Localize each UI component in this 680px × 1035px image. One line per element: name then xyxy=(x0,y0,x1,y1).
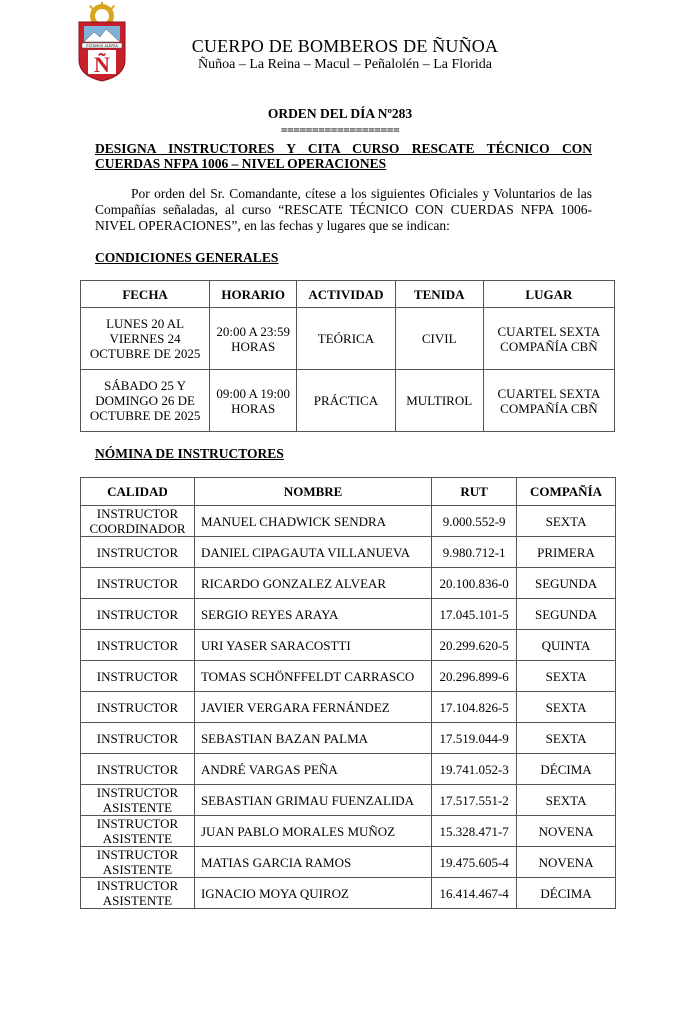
column-header: ACTIVIDAD xyxy=(297,281,395,308)
company-cell: NOVENA xyxy=(517,847,616,878)
role-cell: INSTRUCTOR COORDINADOR xyxy=(81,506,195,537)
company-cell: DÉCIMA xyxy=(517,754,616,785)
name-cell: URI YASER SARACOSTTI xyxy=(194,630,431,661)
table-row xyxy=(81,785,616,816)
location-cell: CUARTEL SEXTA COMPAÑÍA CBÑ xyxy=(483,370,614,432)
conditions-heading: CONDICIONES GENERALES xyxy=(95,250,279,265)
date-cell: SÁBADO 25 Y DOMINGO 26 DE OCTUBRE DE 2025 xyxy=(81,370,210,432)
name-cell: ANDRÉ VARGAS PEÑA xyxy=(194,754,431,785)
name-cell: RICARDO GONZALEZ ALVEAR xyxy=(194,568,431,599)
table-row xyxy=(81,661,616,692)
table-row xyxy=(81,878,616,909)
company-cell: NOVENA xyxy=(517,816,616,847)
rut-cell: 19.475.605-4 xyxy=(432,847,517,878)
company-cell: SEGUNDA xyxy=(517,599,616,630)
role-cell: INSTRUCTOR xyxy=(81,537,195,568)
role-cell: INSTRUCTOR ASISTENTE xyxy=(81,785,195,816)
table-row xyxy=(81,630,616,661)
activity-cell: PRÁCTICA xyxy=(297,370,395,432)
name-cell: SEBASTIAN GRIMAU FUENZALIDA xyxy=(194,785,431,816)
name-cell: SERGIO REYES ARAYA xyxy=(194,599,431,630)
activity-cell: TEÓRICA xyxy=(297,308,395,370)
role-cell: INSTRUCTOR ASISTENTE xyxy=(81,878,195,909)
rut-cell: 17.519.044-9 xyxy=(432,723,517,754)
role-cell: INSTRUCTOR xyxy=(81,630,195,661)
rut-cell: 19.741.052-3 xyxy=(432,754,517,785)
order-subject: DESIGNA INSTRUCTORES Y CITA CURSO RESCATE TÉCNICO CON CUERDAS NFPA 1006 – NIVEL OPERACIONES xyxy=(95,141,592,171)
name-cell: IGNACIO MOYA QUIROZ xyxy=(194,878,431,909)
column-header: FECHA xyxy=(81,281,210,308)
rut-cell: 20.299.620-5 xyxy=(432,630,517,661)
fire-department-logo xyxy=(76,2,128,82)
instructors-header-row xyxy=(81,478,616,506)
company-cell: SEXTA xyxy=(517,785,616,816)
company-cell: DÉCIMA xyxy=(517,878,616,909)
name-cell: JAVIER VERGARA FERNÁNDEZ xyxy=(194,692,431,723)
rut-cell: 9.980.712-1 xyxy=(432,537,517,568)
table-row xyxy=(81,816,616,847)
rut-cell: 9.000.552-9 xyxy=(432,506,517,537)
column-header: NOMBRE xyxy=(194,478,431,506)
name-cell: DANIEL CIPAGAUTA VILLANUEVA xyxy=(194,537,431,568)
attire-cell: CIVIL xyxy=(395,308,483,370)
column-header: RUT xyxy=(432,478,517,506)
role-cell: INSTRUCTOR xyxy=(81,568,195,599)
table-row xyxy=(81,692,616,723)
role-cell: INSTRUCTOR xyxy=(81,723,195,754)
column-header: TENIDA xyxy=(395,281,483,308)
table-row xyxy=(81,506,616,537)
name-cell: MATIAS GARCIA RAMOS xyxy=(194,847,431,878)
name-cell: JUAN PABLO MORALES MUÑOZ xyxy=(194,816,431,847)
table-row xyxy=(81,370,615,432)
table-row xyxy=(81,599,616,630)
logo-emblem xyxy=(95,9,109,23)
rut-cell: 20.100.836-0 xyxy=(432,568,517,599)
column-header: COMPAÑÍA xyxy=(517,478,616,506)
rut-cell: 20.296.899-6 xyxy=(432,661,517,692)
table-row xyxy=(81,568,616,599)
instructors-heading: NÓMINA DE INSTRUCTORES xyxy=(95,446,284,461)
role-cell: INSTRUCTOR xyxy=(81,599,195,630)
role-cell: INSTRUCTOR xyxy=(81,754,195,785)
location-cell: CUARTEL SEXTA COMPAÑÍA CBÑ xyxy=(483,308,614,370)
rut-cell: 17.045.101-5 xyxy=(432,599,517,630)
intro-text: Por orden del Sr. Comandante, cítese a los siguientes Oficiales y Voluntarios de las Compañías señaladas, al curso “RESCATE TÉCNICO CON CUERDAS NFPA 1006-NIVEL OPERACIONES”, en las fechas y lugares que se indican: xyxy=(95,186,592,233)
date-cell: LUNES 20 AL VIERNES 24 OCTUBRE DE 2025 xyxy=(81,308,210,370)
name-cell: MANUEL CHADWICK SENDRA xyxy=(194,506,431,537)
company-cell: SEXTA xyxy=(517,661,616,692)
company-cell: QUINTA xyxy=(517,630,616,661)
intro-paragraph xyxy=(95,186,592,234)
column-header: LUGAR xyxy=(483,281,614,308)
table-row xyxy=(81,537,616,568)
table-row xyxy=(81,847,616,878)
column-header: CALIDAD xyxy=(81,478,195,506)
rut-cell: 15.328.471-7 xyxy=(432,816,517,847)
table-row xyxy=(81,723,616,754)
role-cell: INSTRUCTOR ASISTENTE xyxy=(81,847,195,878)
time-cell: 09:00 A 19:00 HORAS xyxy=(210,370,297,432)
logo-letter: Ñ xyxy=(94,52,110,77)
instructors-table xyxy=(80,477,616,909)
organization-subtitle: Ñuñoa – La Reina – Macul – Peñalolén – La Florida xyxy=(198,57,492,72)
table-row xyxy=(81,308,615,370)
role-cell: INSTRUCTOR ASISTENTE xyxy=(81,816,195,847)
conditions-header-row xyxy=(81,281,615,308)
rut-cell: 16.414.467-4 xyxy=(432,878,517,909)
rut-cell: 17.104.826-5 xyxy=(432,692,517,723)
logo-banner-text: ESTAMOS ALERTA xyxy=(86,44,118,48)
company-cell: SEXTA xyxy=(517,723,616,754)
company-cell: SEGUNDA xyxy=(517,568,616,599)
time-cell: 20:00 A 23:59 HORAS xyxy=(210,308,297,370)
name-cell: SEBASTIAN BAZAN PALMA xyxy=(194,723,431,754)
company-cell: SEXTA xyxy=(517,692,616,723)
company-cell: PRIMERA xyxy=(517,537,616,568)
order-title-rule: =================== xyxy=(280,123,400,137)
order-title: ORDEN DEL DÍA Nº283 xyxy=(267,106,413,121)
rut-cell: 17.517.551-2 xyxy=(432,785,517,816)
conditions-table xyxy=(80,280,615,432)
organization-title: CUERPO DE BOMBEROS DE ÑUÑOA xyxy=(191,36,499,56)
attire-cell: MULTIROL xyxy=(395,370,483,432)
name-cell: TOMAS SCHÖNFFELDT CARRASCO xyxy=(194,661,431,692)
company-cell: SEXTA xyxy=(517,506,616,537)
role-cell: INSTRUCTOR xyxy=(81,692,195,723)
table-row xyxy=(81,754,616,785)
role-cell: INSTRUCTOR xyxy=(81,661,195,692)
column-header: HORARIO xyxy=(210,281,297,308)
